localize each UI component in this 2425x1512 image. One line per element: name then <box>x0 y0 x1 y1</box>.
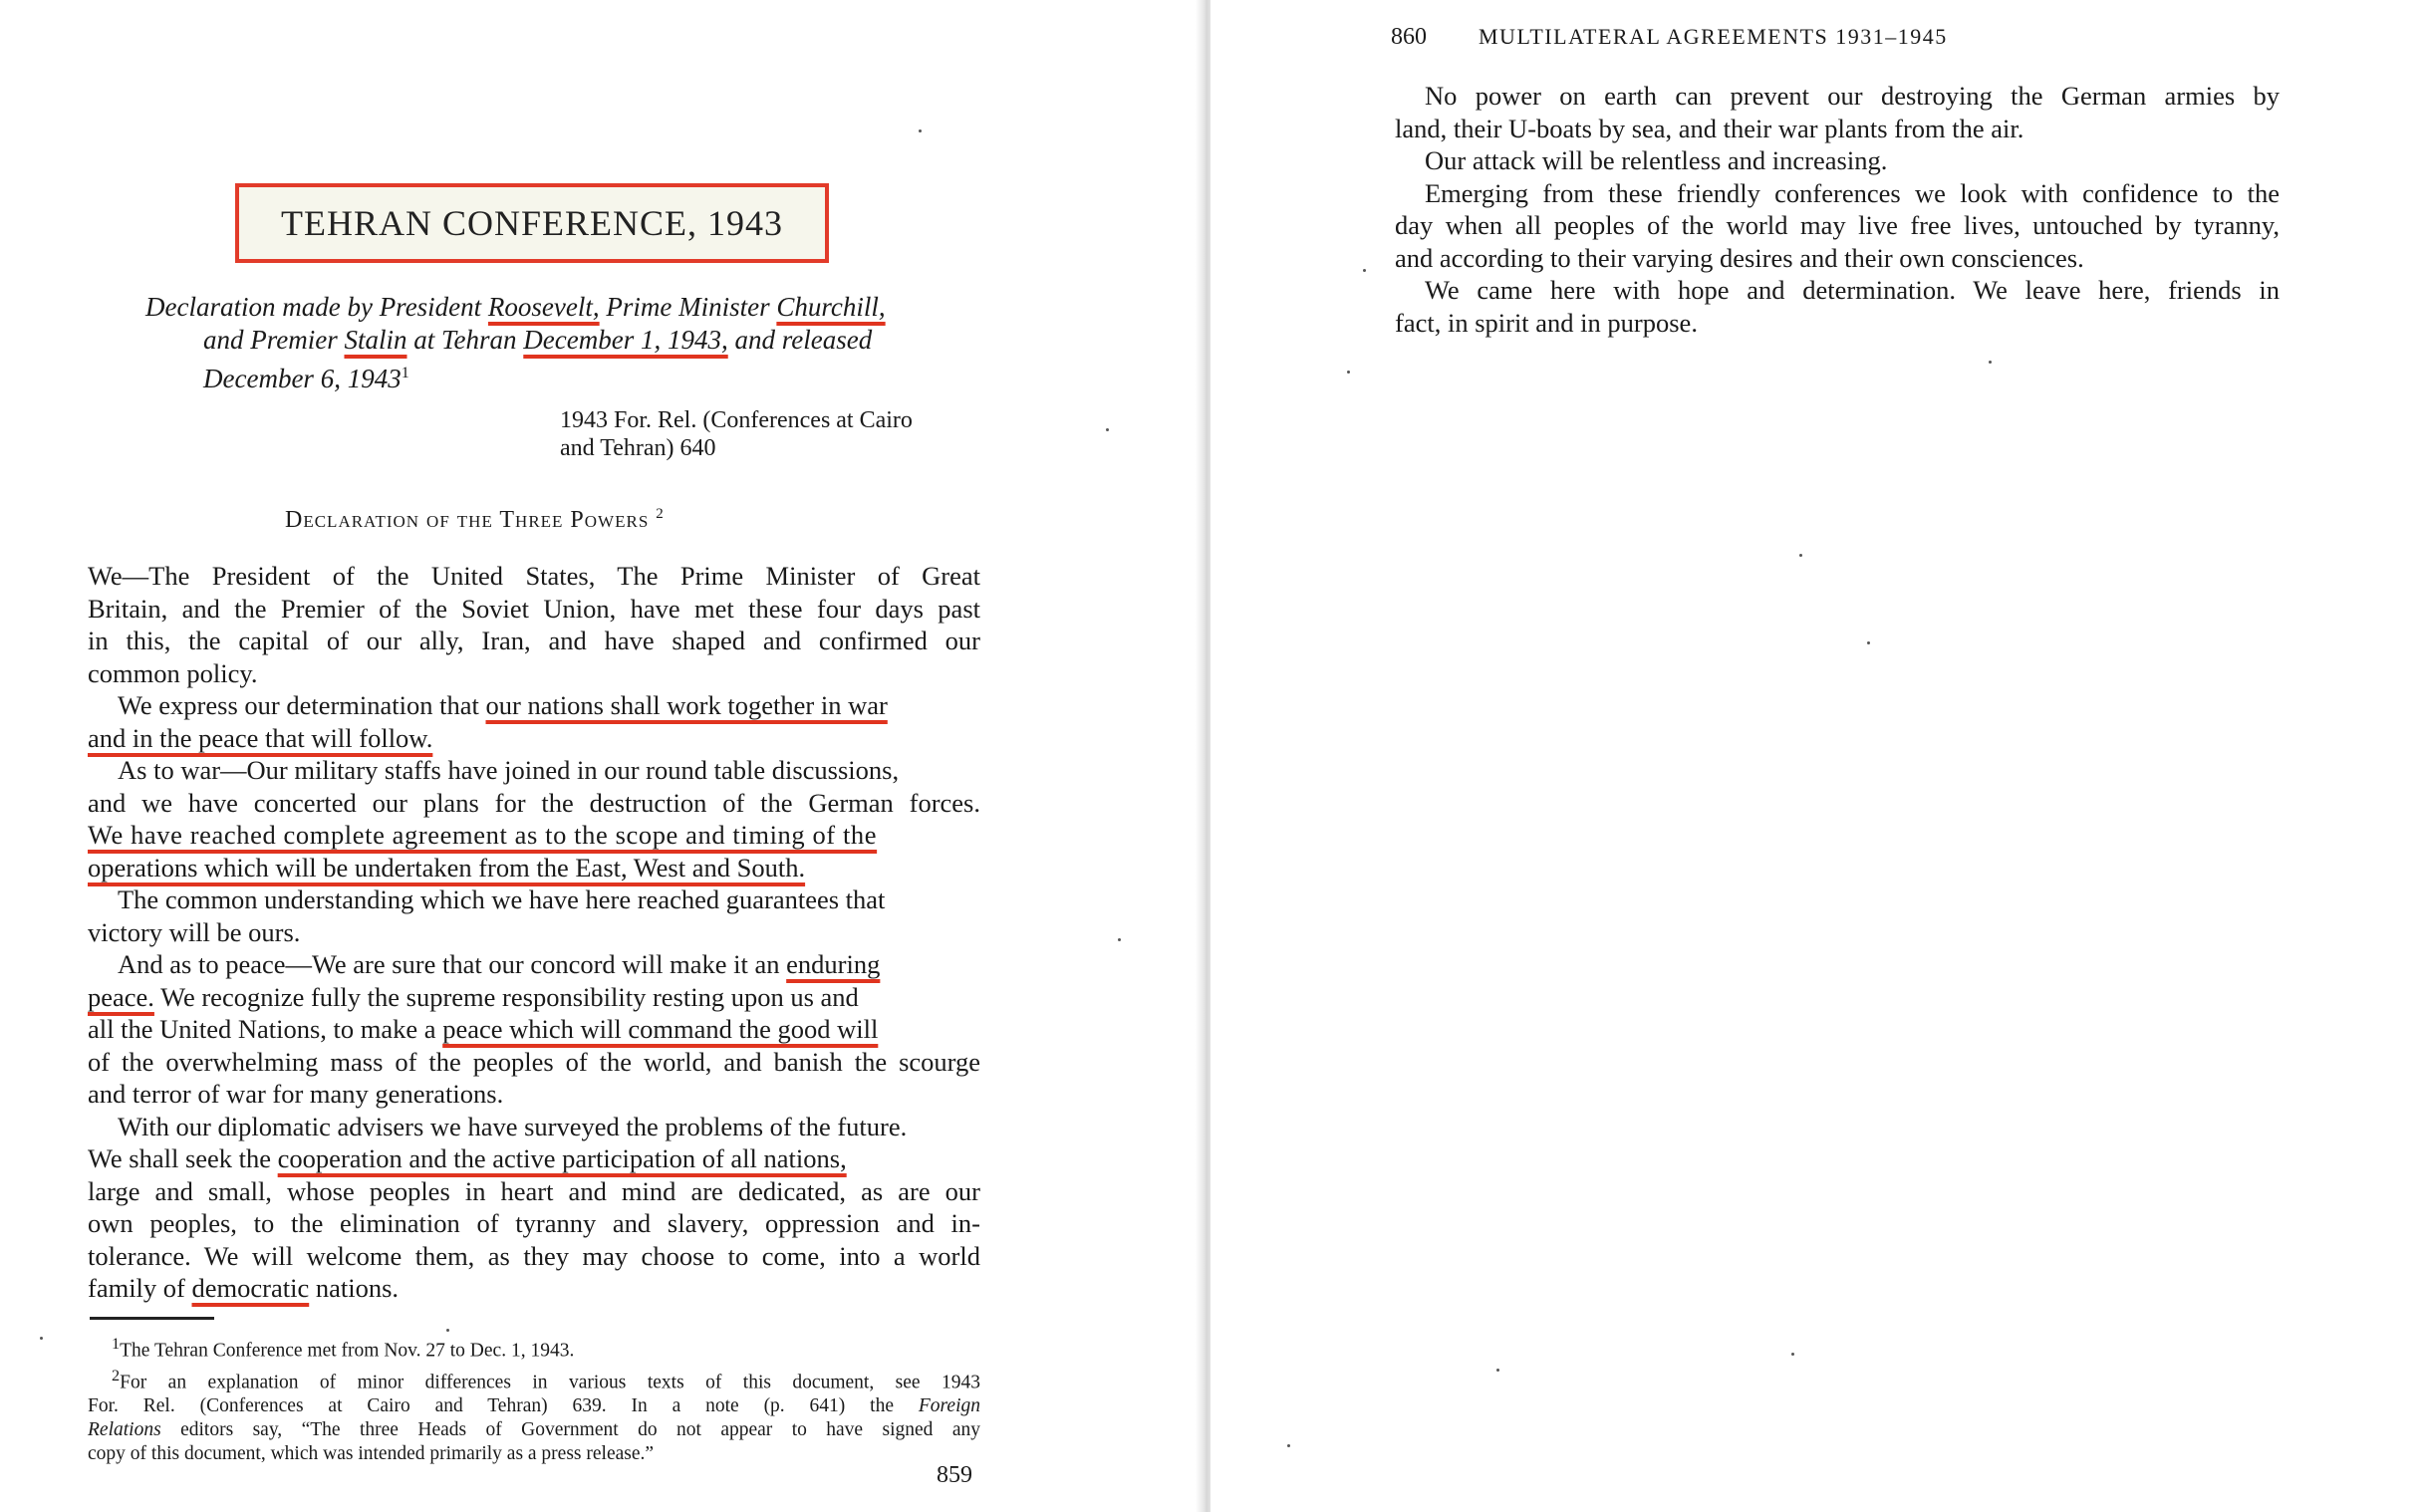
body-line: land, their U-boats by sea, and their war plants from the air. <box>1395 113 2024 143</box>
citation: 1943 For. Rel. (Conferences at Cairo and Tehran) 640 <box>560 407 913 461</box>
body-line: in this, the capital of our ally, Iran, and have shaped and confirmed our <box>88 626 980 655</box>
section-heading: Declaration of the Three Powers $^2$ <box>285 506 665 533</box>
footnote-2-line: copy of this document, which was intended primarily as a press release.” <box>88 1443 655 1464</box>
left-page <box>0 0 1201 1512</box>
underline-peace-follow: and in the peace that will follow. <box>88 722 433 753</box>
running-head-title: MULTILATERAL AGREEMENTS 1931–1945 <box>1479 24 1948 49</box>
body-line: all the United Nations, to make a peace which will command the good will <box>88 1014 879 1044</box>
body-line: family of democratic nations. <box>88 1273 400 1303</box>
body-line: We—The President of the United States, The Prime Minister of Great <box>88 561 980 591</box>
footnote-ref-2: 2 <box>656 506 665 522</box>
scan-speck <box>919 129 922 132</box>
title-highlight-box <box>235 183 829 263</box>
body-line <box>88 722 980 755</box>
body-line: day when all peoples of the world may live free lives, untouched by tyranny, <box>1395 210 2280 240</box>
declaration-subtitle <box>139 291 986 395</box>
underline-cooperation: cooperation and the active participation of all nations, <box>277 1143 847 1173</box>
footnote-ref-1: 1 <box>401 365 409 381</box>
scan-speck <box>1363 269 1366 272</box>
underline-work-together: our nations shall work together in war <box>485 690 888 720</box>
underline-churchill: Churchill, <box>776 292 886 322</box>
body-line: and terror of war for many generations. <box>88 1079 504 1109</box>
running-head <box>1391 24 2288 51</box>
body-line: of the overwhelming mass of the peoples of the world, and banish the scourge <box>88 1046 980 1077</box>
body-line: As to war—Our military staffs have joined in our round table discussions, <box>118 755 900 785</box>
declaration-line-2: and Premier Stalin at Tehran December 1, 1943, and released <box>203 325 873 355</box>
body-line: We came here with hope and determination. We leave here, friends in <box>1425 275 2280 305</box>
scan-speck <box>1989 361 1992 364</box>
page-number-left: 859 <box>937 1462 972 1488</box>
body-line: The common understanding which we have here reached guarantees that <box>118 884 886 914</box>
scan-speck <box>1118 938 1121 941</box>
right-body <box>1395 80 2280 339</box>
scan-speck <box>446 1329 449 1332</box>
footnote-2: $^2$For an explanation of minor differences in various texts of this document, see 1943 <box>112 1366 980 1392</box>
declaration-line-1: Declaration made by President Roosevelt, Prime Minister Churchill, <box>145 292 886 322</box>
declaration-body <box>88 560 980 1305</box>
underline-roosevelt: Roosevelt, <box>487 292 600 322</box>
body-line: and according to their varying desires and their own consciences. <box>1395 242 2084 273</box>
scan-speck <box>1287 1444 1290 1447</box>
body-line: victory will be ours. <box>88 916 301 947</box>
underline-stalin: Stalin <box>344 325 407 355</box>
scan-speck <box>1347 371 1350 374</box>
underline-date: December 1, 1943, <box>523 325 728 355</box>
underline-good-will: peace which will command the good will <box>442 1014 879 1044</box>
document-title: TEHRAN CONFERENCE, 1943 <box>280 203 783 243</box>
footnote-2-line: Relations editors say, “The three Heads of Government do not appear to have signed any <box>88 1419 980 1440</box>
body-line <box>88 819 980 852</box>
body-line <box>88 852 980 884</box>
declaration-line-3: December 6, 1943$^1$ <box>203 364 409 393</box>
body-line: With our diplomatic advisers we have surveyed the problems of the future. <box>118 1111 908 1141</box>
body-line: And as to peace—We are sure that our concord will make it an enduring <box>118 949 881 979</box>
underline-peace: peace. <box>88 981 154 1012</box>
scan-speck <box>1496 1369 1499 1372</box>
underline-enduring: enduring <box>786 949 881 979</box>
page-number-right: 860 <box>1391 24 1427 50</box>
body-line: No power on earth can prevent our destroying the German armies by <box>1425 81 2280 111</box>
underline-complete-agreement: We have reached complete agreement as to the scope and timing of the <box>88 820 878 850</box>
underline-democratic: democratic <box>191 1273 310 1303</box>
scan-speck <box>1867 641 1870 644</box>
body-line: peace. We recognize fully the supreme responsibility resting upon us and <box>88 981 859 1012</box>
body-line: Britain, and the Premier of the Soviet Union, have met these four days past <box>88 593 980 624</box>
body-line: tolerance. We will welcome them, as they may choose to come, into a world <box>88 1240 980 1271</box>
footnotes <box>88 1332 980 1466</box>
body-line: We shall seek the cooperation and the active participation of all nations, <box>88 1143 847 1173</box>
underline-operations: operations which will be undertaken from the East, West and South. <box>88 852 806 882</box>
scan-speck <box>1791 1353 1794 1356</box>
body-line: Our attack will be relentless and increasing. <box>1425 145 1888 175</box>
scan-speck <box>1799 554 1802 557</box>
body-line: own peoples, to the elimination of tyranny and slavery, oppression and in- <box>88 1208 980 1238</box>
footnote-2-line: For. Rel. (Conferences at Cairo and Tehran) 639. In a note (p. 641) the Foreign <box>88 1395 980 1416</box>
body-line: and we have concerted our plans for the destruction of the German forces. <box>88 787 980 818</box>
footnote-1: $^1$The Tehran Conference met from Nov. 27 to Dec. 1, 1943. <box>112 1335 575 1362</box>
body-line: common policy. <box>88 657 258 688</box>
body-line: Emerging from these friendly conferences we look with confidence to the <box>1425 177 2280 208</box>
footnote-rule <box>90 1317 214 1320</box>
body-line: We express our determination that our nations shall work together in war <box>118 690 888 720</box>
body-line: large and small, whose peoples in heart and mind are dedicated, as are our <box>88 1175 980 1206</box>
scan-speck <box>40 1337 43 1340</box>
scan-speck <box>1106 428 1109 431</box>
body-line: fact, in spirit and in purpose. <box>1395 307 1698 338</box>
